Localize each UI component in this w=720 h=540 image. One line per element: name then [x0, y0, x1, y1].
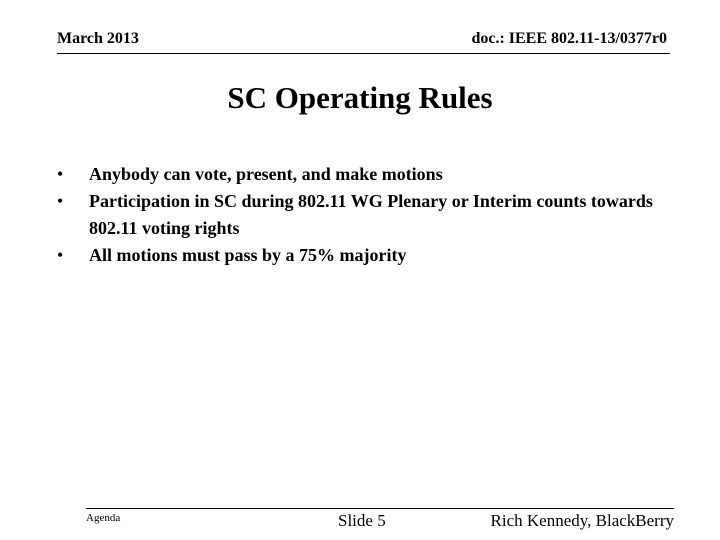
- bullet-icon: •: [57, 245, 64, 265]
- footer-divider: [86, 508, 674, 509]
- header-divider: [57, 53, 670, 54]
- bullet-icon: •: [57, 164, 64, 184]
- footer-author: Rich Kennedy, BlackBerry: [490, 511, 674, 530]
- header-date: March 2013: [57, 30, 139, 47]
- footer-section: Agenda: [86, 512, 121, 524]
- bullet-item: [57, 161, 667, 188]
- header-doc-id: doc.: IEEE 802.11-13/0377r0: [471, 30, 667, 47]
- bullet-icon: •: [57, 191, 64, 211]
- bullet-text: Anybody can vote, present, and make motions: [89, 164, 443, 184]
- bullet-text: Participation in SC during 802.11 WG Plenary or Interim counts towards 802.11 voting rights: [89, 191, 653, 238]
- bullet-list: [57, 161, 667, 269]
- footer-slide-number: Slide 5: [338, 511, 386, 530]
- bullet-item: [57, 188, 667, 242]
- bullet-item: [57, 242, 667, 269]
- bullet-text: All motions must pass by a 75% majority: [89, 245, 407, 265]
- slide-title: SC Operating Rules: [227, 80, 493, 115]
